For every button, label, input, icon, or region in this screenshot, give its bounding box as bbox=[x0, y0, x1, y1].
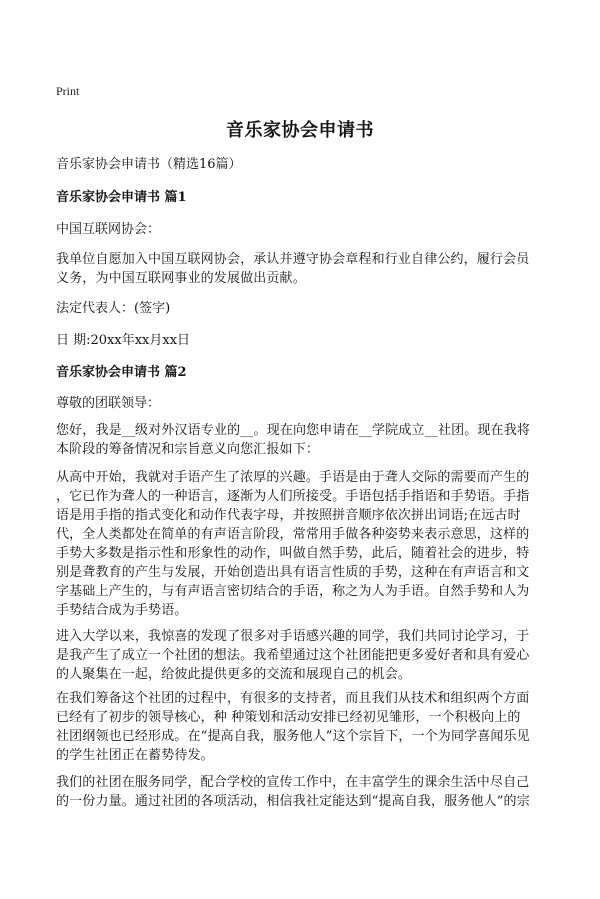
print-label: Print bbox=[56, 84, 80, 98]
section1-heading: 音乐家协会申请书 篇1 bbox=[56, 190, 187, 205]
application-date: 日 期:20xx年xx月xx日 bbox=[56, 333, 191, 348]
paragraph-line: 我们的社团在服务同学，配合学校的宣传工作中，在丰富学生的课余生活中尽自己 bbox=[56, 775, 530, 790]
paragraph-line: 本阶段的筹备情况和宗旨意义向您汇报如下： bbox=[56, 442, 320, 457]
paragraph-line: 在我们筹备这个社团的过程中，有很多的支持者，而且我们从技术和组织两个方面 bbox=[56, 691, 530, 706]
section2-heading: 音乐家协会申请书 篇2 bbox=[56, 365, 187, 380]
section2-paragraph-1 bbox=[56, 421, 544, 459]
section1-paragraph bbox=[56, 250, 544, 288]
paragraph-line: 是我产生了成立一个社团的想法。我希望通过这个社团能把更多爱好者和具有爱心 bbox=[56, 648, 530, 663]
document-subtitle: 音乐家协会申请书（精选16篇） bbox=[56, 157, 242, 172]
paragraph-line: 代，全人类都处在简单的有声语言阶段，常常用手做各种姿势来表示意思，这样的 bbox=[56, 527, 530, 542]
paragraph-line: 义务，为中国互联网事业的发展做出贡献。 bbox=[56, 271, 306, 286]
paragraph-line: 的学生社团正在蓄势待发。 bbox=[56, 748, 214, 763]
paragraph-line: ，它已作为聋人的一种语言，逐渐为人们所接受。手语包括手指语和手势语。手指 bbox=[56, 489, 530, 504]
paragraph-line: 的一份力量。通过社团的各项活动，相信我社定能达到“提高自我，服务他人”的宗 bbox=[56, 794, 530, 809]
legal-representative: 法定代表人：(签字) bbox=[56, 301, 171, 316]
section2-salutation: 尊敬的团联领导： bbox=[56, 396, 161, 411]
paragraph-line: 手势结合成为手势语。 bbox=[56, 603, 188, 618]
paragraph-line: 我单位自愿加入中国互联网协会，承认并遵守协会章程和行业自律公约，履行会员 bbox=[56, 252, 530, 267]
paragraph-line: 别是聋教育的产生与发展，开始创造出具有语言性质的手势，这种在有声语言和文 bbox=[56, 565, 530, 580]
section2-paragraph-3 bbox=[56, 627, 544, 684]
paragraph-line: 您好，我是__级对外汉语专业的__。现在向您申请在__学院成立__社团。现在我将 bbox=[56, 423, 531, 438]
paragraph-line: 字基础上产生的，与有声语言密切结合的手语，称之为人为手语。自然手势和人为 bbox=[56, 584, 530, 599]
document-title: 音乐家协会申请书 bbox=[226, 120, 374, 141]
section1-salutation: 中国互联网协会： bbox=[56, 222, 161, 237]
paragraph-line: 进入大学以来，我惊喜的发现了很多对手语感兴趣的同学，我们共同讨论学习，于 bbox=[56, 629, 530, 644]
section2-paragraph-4 bbox=[56, 689, 544, 765]
paragraph-line: 语是用手指的指式变化和动作代表字母，并按照拼音顺序依次拼出词语;在远古时 bbox=[56, 508, 521, 523]
paragraph-line: 的人聚集在一起，给彼此提供更多的交流和展现自己的机会。 bbox=[56, 667, 412, 682]
section2-paragraph-5 bbox=[56, 773, 544, 811]
paragraph-line: 已经有了初步的领导核心，种 种策划和活动安排已经初见雏形，一个积极向上的 bbox=[56, 710, 521, 725]
paragraph-line: 手势大多数是指示性和形象性的动作，叫做自然手势，此后，随着社会的进步，特 bbox=[56, 546, 530, 561]
paragraph-line: 社团纲领也已经形成。在“提高自我，服务他人”这个宗旨下，一个为同学喜闻乐见 bbox=[56, 729, 530, 744]
paragraph-line: 从高中开始，我就对手语产生了浓厚的兴趣。手语是由于聋人交际的需要而产生的 bbox=[56, 470, 530, 485]
section2-paragraph-2 bbox=[56, 468, 544, 620]
